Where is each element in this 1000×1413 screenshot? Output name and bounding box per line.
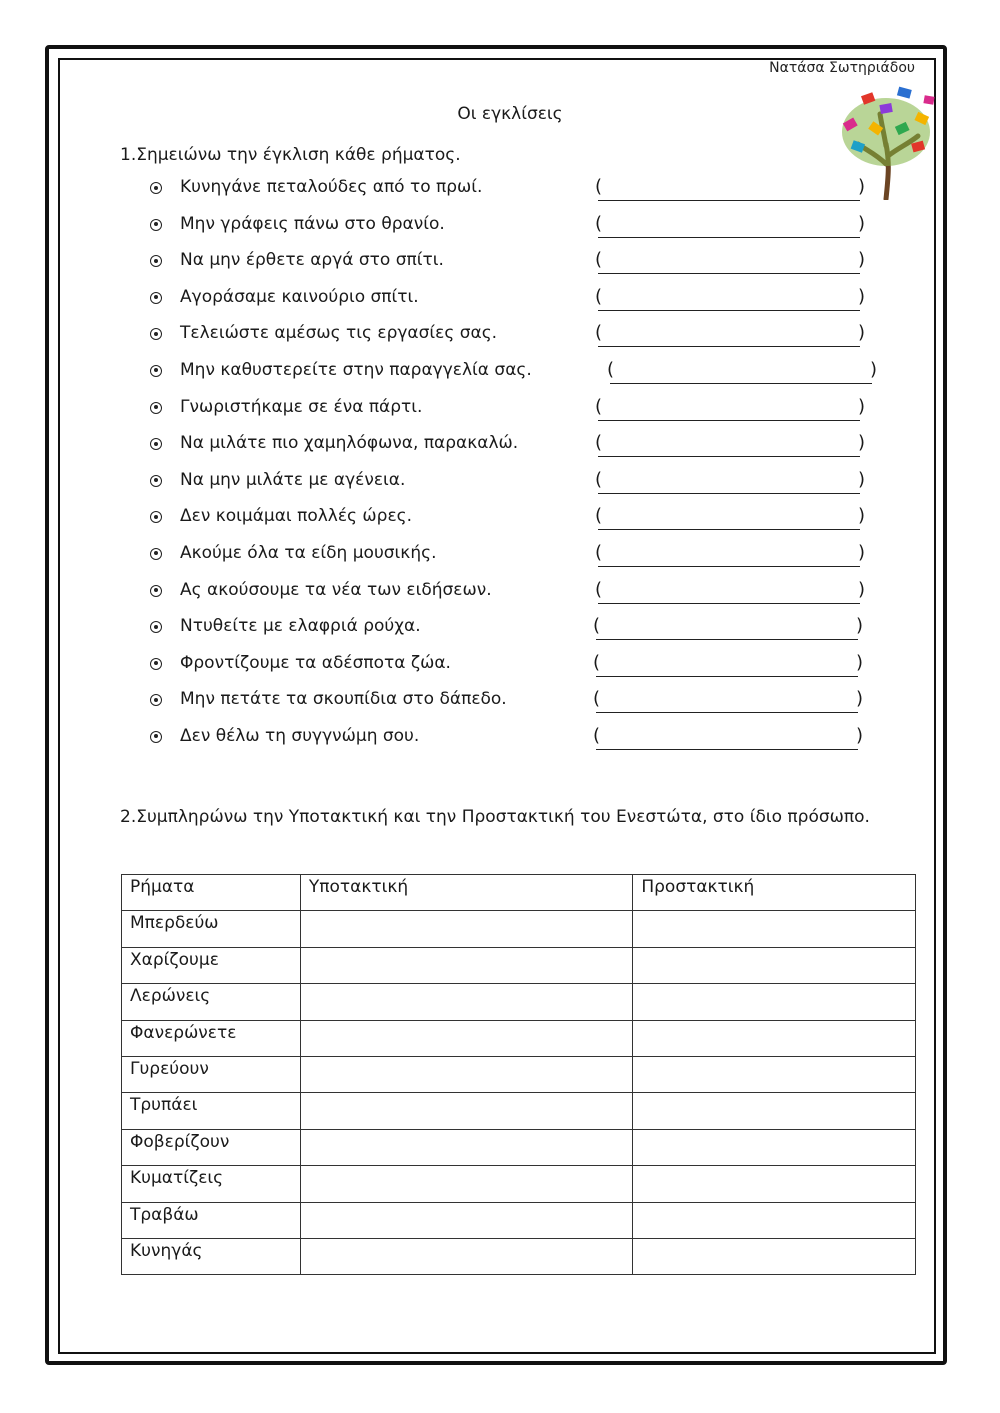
bullet-icon [150,328,162,340]
verb-table [121,874,916,1275]
list-item [150,287,890,324]
exercise1-list [150,177,890,763]
imperative-cell[interactable] [633,1202,916,1238]
bullet-icon [150,511,162,523]
answer-blank[interactable] [598,580,860,604]
verb-cell: Τρυπάει [122,1093,301,1129]
table-row [122,1056,916,1092]
verb-cell: Τραβάω [122,1202,301,1238]
bullet-icon [150,219,162,231]
imperative-cell[interactable] [633,984,916,1020]
table-row [122,1166,916,1202]
list-item [150,543,890,580]
answer-blank[interactable] [596,689,858,713]
sentence: Αγοράσαμε καινούριο σπίτι. [180,286,419,307]
answer-blank[interactable] [598,543,860,567]
list-item [150,653,890,690]
imperative-cell[interactable] [633,911,916,947]
sentence: Ας ακούσουμε τα νέα των ειδήσεων. [180,579,492,600]
bullet-icon [150,548,162,560]
subjunctive-cell[interactable] [300,1020,632,1056]
sentence: Φροντίζουμε τα αδέσποτα ζώα. [180,652,451,673]
list-item [150,214,890,251]
column-header: Υποτακτική [300,875,632,911]
subjunctive-cell[interactable] [300,947,632,983]
subjunctive-cell[interactable] [300,1238,632,1274]
list-item [150,177,890,214]
column-header: Προστακτική [633,875,916,911]
subjunctive-cell[interactable] [300,1166,632,1202]
imperative-cell[interactable] [633,947,916,983]
answer-blank[interactable] [598,433,860,457]
column-header: Ρήματα [122,875,301,911]
table-row [122,947,916,983]
sentence: Τελειώστε αμέσως τις εργασίες σας. [180,323,498,344]
list-item [150,580,890,617]
verb-cell: Γυρεύουν [122,1056,301,1092]
verb-cell: Λερώνεις [122,984,301,1020]
subjunctive-cell[interactable] [300,911,632,947]
sentence: Μην πετάτε τα σκουπίδια στο δάπεδο. [180,689,507,710]
answer-blank[interactable] [598,397,860,421]
list-item [150,470,890,507]
subjunctive-cell[interactable] [300,1129,632,1165]
sentence: Δεν κοιμάμαι πολλές ώρες. [180,506,413,527]
sentence: Ακούμε όλα τα είδη μουσικής. [180,542,437,563]
subjunctive-cell[interactable] [300,984,632,1020]
imperative-cell[interactable] [633,1020,916,1056]
bullet-icon [150,292,162,304]
answer-blank[interactable] [598,287,860,311]
imperative-cell[interactable] [633,1166,916,1202]
bullet-icon [150,365,162,377]
answer-blank[interactable] [598,506,860,530]
sentence: Να μην έρθετε αργά στο σπίτι. [180,250,444,271]
table-header-row [122,875,916,911]
bullet-icon [150,438,162,450]
answer-blank[interactable] [596,726,858,750]
verb-cell: Κυματίζεις [122,1166,301,1202]
subjunctive-cell[interactable] [300,1202,632,1238]
list-item [150,323,890,360]
bullet-icon [150,182,162,194]
list-item [150,616,890,653]
exercise2-instruction: 2.Συμπληρώνω την Υποτακτική και την Προστακτική του Ενεστώτα, στο ίδιο πρόσωπο. [120,807,870,827]
sentence: Να μην μιλάτε με αγένεια. [180,469,406,490]
subjunctive-cell[interactable] [300,1093,632,1129]
sentence: Να μιλάτε πιο χαμηλόφωνα, παρακαλώ. [180,433,519,454]
sentence: Ντυθείτε με ελαφριά ρούχα. [180,616,421,637]
subjunctive-cell[interactable] [300,1056,632,1092]
answer-blank[interactable] [610,360,872,384]
bullet-icon [150,585,162,597]
verb-cell: Κυνηγάς [122,1238,301,1274]
answer-blank[interactable] [596,616,858,640]
imperative-cell[interactable] [633,1238,916,1274]
answer-blank[interactable] [598,470,860,494]
bullet-icon [150,658,162,670]
sentence: Μην καθυστερείτε στην παραγγελία σας. [180,359,532,380]
list-item [150,506,890,543]
bullet-icon [150,402,162,414]
table-row [122,1093,916,1129]
bullet-icon [150,694,162,706]
sentence: Κυνηγάνε πεταλούδες από το πρωί. [180,177,483,197]
imperative-cell[interactable] [633,1129,916,1165]
sentence: Δεν θέλω τη συγγνώμη σου. [180,725,420,746]
verb-cell: Φοβερίζουν [122,1129,301,1165]
table-row [122,984,916,1020]
list-item [150,433,890,470]
list-item [150,397,890,434]
bullet-icon [150,621,162,633]
bullet-icon [150,255,162,267]
list-item [150,250,890,287]
imperative-cell[interactable] [633,1093,916,1129]
verb-cell: Μπερδεύω [122,911,301,947]
list-item [150,689,890,726]
table-row [122,911,916,947]
page-title: Οι εγκλίσεις [457,104,563,124]
answer-blank[interactable] [598,177,860,201]
bullet-icon [150,475,162,487]
sentence: Μην γράφεις πάνω στο θρανίο. [180,213,445,234]
table-row [122,1238,916,1274]
sentence: Γνωριστήκαμε σε ένα πάρτι. [180,396,423,417]
list-item [150,360,890,397]
exercise1-instruction: 1.Σημειώνω την έγκλιση κάθε ρήματος. [120,145,461,165]
table-row [122,1202,916,1238]
table-row [122,1129,916,1165]
imperative-cell[interactable] [633,1056,916,1092]
author-name: Νατάσα Σωτηριάδου [769,60,915,76]
verb-cell: Φανερώνετε [122,1020,301,1056]
table-row [122,1020,916,1056]
list-item [150,726,890,763]
answer-blank[interactable] [598,214,860,238]
answer-blank[interactable] [598,250,860,274]
answer-blank[interactable] [596,653,858,677]
bullet-icon [150,731,162,743]
verb-cell: Χαρίζουμε [122,947,301,983]
answer-blank[interactable] [598,323,860,347]
